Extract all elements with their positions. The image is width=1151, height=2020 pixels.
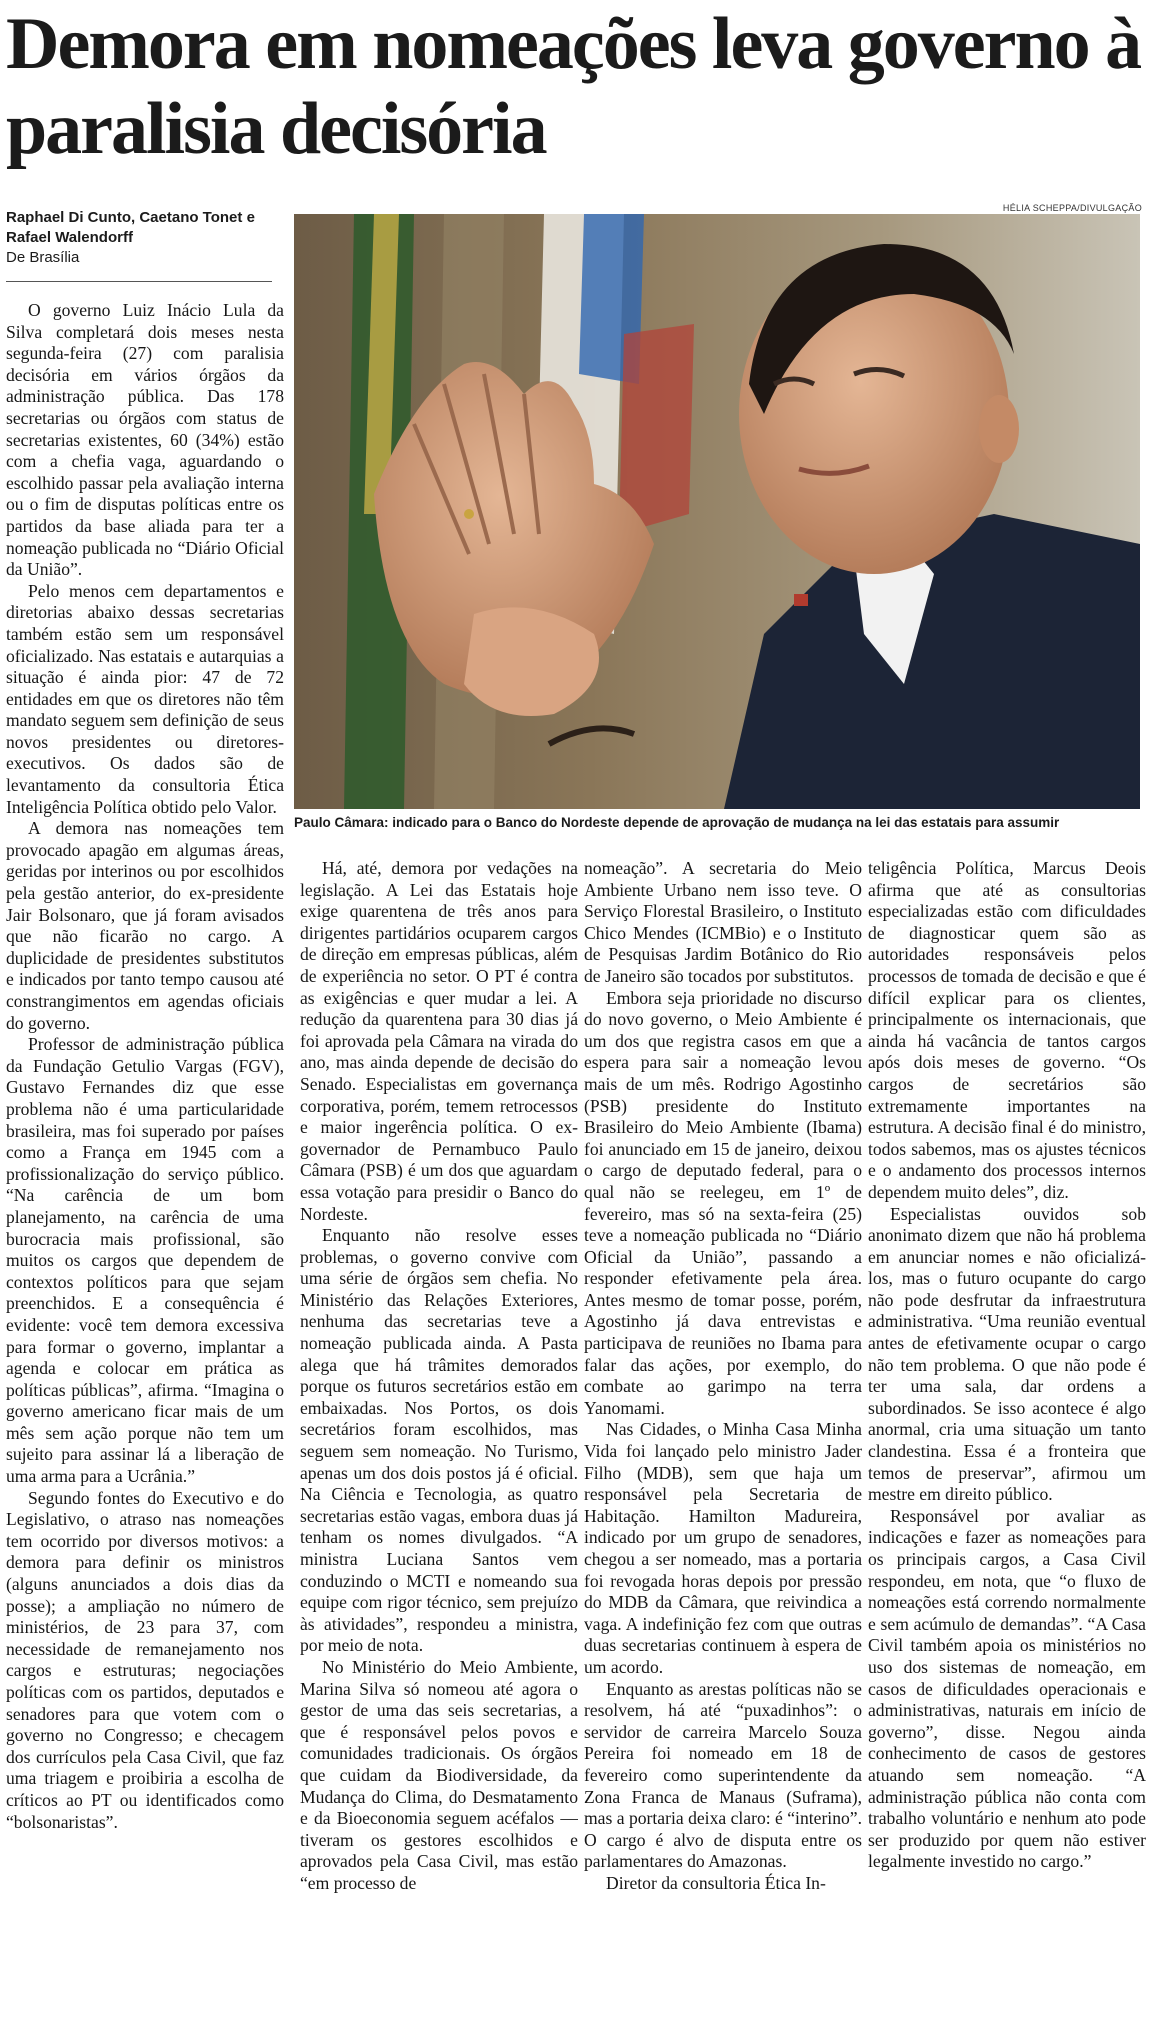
- photo-caption: Paulo Câmara: indicado para o Banco do Nordeste depende de aprovação de mudança na lei das estatais para assumir: [294, 815, 1060, 830]
- paragraph: nomeação”. A secretaria do Meio Ambiente Urbano nem isso teve. O Serviço Florestal Brasileiro, o Instituto Chico Mendes (ICMBio) e o Instituto de Pesquisas Jardim Botânico do Rio de Janeiro são tocados por substitutos.: [584, 858, 862, 986]
- paragraph: Professor de administração pública da Fundação Getulio Vargas (FGV), Gustavo Fernandes diz que esse problema não é uma particularidade brasileira, mas foi superado por países como a França em 1945 com a profissionalização do serviço público. “Na carência de um bom planejamento, na carência de uma burocracia mais profissional, são muitos os cargos que dependem de contextos políticos para que sejam preenchidos. E a consequência é evidente: você tem demora excessiva para formar o governo, implantar a agenda e colocar em prática as políticas públicas”, afirma. “Imagina o governo americano ficar mais de um mês sem ação porque não tem um sujeito para assinar lá a liberação de uma arma para a Ucrânia.”: [6, 1034, 284, 1487]
- paragraph: Especialistas ouvidos sob anonimato dizem que não há problema em anunciar nomes e não oficializá-los, mas o futuro ocupante do cargo não pode desfrutar da infraestrutura administrativa. “Uma reunião eventual antes de efetivamente ocupar o cargo não tem problema. O que não pode é ter uma sala, dar ordens a subordinados. Se isso acontece é algo anormal, cria uma situação um tanto clandestina. Essa é a fronteira que temos de preservar”, afirmou um mestre em direito público.: [868, 1203, 1146, 1505]
- column-2: [300, 858, 578, 2013]
- paragraph: Enquanto não resolve esses problemas, o governo convive com uma série de órgãos sem chefia. No Ministério das Relações Exteriores, nenhuma das secretarias teve a nomeação publicada ainda. A Pasta alega que há trâmites demorados porque os futuros secretários estão em embaixadas. Nos Portos, os dois secretários foram escolhidos, mas seguem sem nomeação. No Turismo, apenas um dos dois postos já é oficial. Na Ciência e Tecnologia, as quatro secretarias estão vagas, embora duas já tenham os nomes divulgados. “A ministra Luciana Santos vem conduzindo o MCTI e nomeando sua equipe com rigor técnico, sem prejuízo às atividades”, respondeu a ministra, por meio de nota.: [300, 1225, 578, 1656]
- paragraph: Enquanto as arestas políticas não se resolvem, há até “puxadinhos”: o servidor de carreira Marcelo Souza Pereira foi nomeado em 18 de fevereiro como superintendente da Zona Franca de Manaus (Suframa), mas a portaria deixa claro: é “interino”. O cargo é alvo de disputa entre os parlamentares do Amazonas.: [584, 1678, 862, 1872]
- paragraph: Nas Cidades, o Minha Casa Minha Vida foi lançado pelo ministro Jader Filho (MDB), sem que haja um responsável pela Secretaria de Habitação. Hamilton Madureira, indicado por um grupo de senadores, chegou a ser nomeado, mas a portaria foi revogada horas depois por pressão do MDB da Câmara, que reivindica a vaga. A indefinição fez com que outras duas secretarias continuem à espera de um acordo.: [584, 1419, 862, 1677]
- column-3: [584, 858, 862, 2013]
- byline: [6, 208, 276, 268]
- headline: Demora em nomeações leva governo à paralisia decisória: [6, 3, 1141, 170]
- column-1: [6, 300, 284, 2010]
- location: De Brasília: [6, 249, 80, 266]
- paragraph: Diretor da consultoria Ética In-: [606, 1872, 826, 1893]
- authors: Raphael Di Cunto, Caetano Tonet e Rafael Walendorff: [6, 209, 255, 246]
- paragraph: Pelo menos cem departamentos e diretorias abaixo dessas secretarias também estão sem um responsável oficializado. Nas estatais e autarquias a situação é ainda pior: 47 de 72 entidades em que os diretores não têm mandato seguem sem definição de seus novos presidentes ou diretores-executivos. Os dados são de levantamento da consultoria Ética Inteligência Política obtido pelo Valor.: [6, 580, 284, 817]
- paragraph: A demora nas nomeações tem provocado apagão em algumas áreas, geridas por interinos ou por escolhidos pela gestão anterior, do ex-presidente Jair Bolsonaro, que já foram avisados que não ficarão no cargo. A duplicidade de presidentes substitutos e indicados por tanto tempo causou até constrangimentos em agendas oficiais do governo.: [6, 818, 284, 1033]
- paragraph: No Ministério do Meio Ambiente, Marina Silva só nomeou até agora o gestor de uma das seis secretarias, a que é responsável pelos povos e comunidades tradicionais. Os órgãos que cuidam da Biodiversidade, da Mudança do Clima, do Desmatamento e da Bioeconomia seguem acéfalos — tiveram os gestores escolhidos e aprovados pela Casa Civil, mas estão “em processo de: [300, 1656, 578, 1893]
- paragraph: Há, até, demora por vedações na legislação. A Lei das Estatais hoje exige quarentena de três anos para dirigentes partidários ocuparem cargos de direção em empresas públicas, além de experiência no setor. O PT é contra as exigências e quer mudar a lei. A redução da quarentena para 30 dias já foi aprovada pela Câmara na virada do ano, mas ainda depende de decisão do Senado. Especialistas em governança corporativa, porém, temem retrocessos e maior ingerência política. O ex-governador de Pernambuco Paulo Câmara (PSB) é um dos que aguardam essa votação para presidir o Banco do Nordeste.: [300, 858, 578, 1224]
- photo-credit: HÉLIA SCHEPPA/DIVULGAÇÃO: [1002, 203, 1142, 213]
- paragraph: Responsável por avaliar as indicações e fazer as nomeações para os principais cargos, a Casa Civil respondeu, em nota, que “o fluxo de nomeações está correndo normalmente e sem acúmulo de demandas”. “A Casa Civil também apoia os ministérios no uso dos sistemas de nomeação, em casos de dificuldades operacionais e administrativas, naturais em início de governo”, disse. Negou ainda conhecimento de casos de gestores atuando sem nomeação. “A administração pública não conta com trabalho voluntário e nenhum ato pode ser produzido por quem não estiver legalmente investido no cargo.”: [868, 1505, 1146, 1872]
- paragraph: Segundo fontes do Executivo e do Legislativo, o atraso nas nomeações tem ocorrido por diversos motivos: a demora para definir os ministros (alguns anunciados a dois dias da posse); a ampliação no número de ministérios, de 23 para 37, com necessidade de remanejamento nos cargos e estruturas; negociações políticas com os partidos, deputados e senadores para que votem com o governo no Congresso; e checagem dos currículos pela Casa Civil, que faz uma triagem e proibiria a escolha de críticos ao PT ou identificados como “bolsonaristas”.: [6, 1487, 284, 1832]
- paragraph: teligência Política, Marcus Deois afirma que até as consultorias especializadas estão com dificuldades de diagnosticar quem são as autoridades responsáveis pelos processos de tomada de decisão e que é difícil explicar para os clientes, principalmente os internacionais, que ainda há vacância de tantos cargos após dois meses de governo. “Os cargos de secretários são extremamente importantes na estrutura. A decisão final é do ministro, todos sabemos, mas os ajustes técnicos e o andamento dos processos internos dependem muito deles”, diz.: [868, 858, 1146, 1202]
- paragraph: O governo Luiz Inácio Lula da Silva completará dois meses nesta segunda-feira (27) com paralisia decisória em vários órgãos da administração pública. Das 178 secretarias ou órgãos com status de secretarias existentes, 60 (34%) estão com a chefia vaga, aguardando o escolhido passar pela avaliação interna ou o fim de disputas políticas entre os partidos da base aliada para ter a nomeação publicada no “Diário Oficial da União”.: [6, 300, 284, 580]
- column-4: [868, 858, 1146, 2013]
- paragraph: Embora seja prioridade no discurso do novo governo, o Meio Ambiente é um dos que registra casos em que a espera para sair a nomeação levou mais de um mês. Rodrigo Agostinho (PSB) presidente do Instituto Brasileiro do Meio Ambiente (Ibama) foi anunciado em 15 de janeiro, deixou o cargo de deputado federal, para o qual não se reelegeu, em 1º de fevereiro, mas só na sexta-feira (25) teve a nomeação publicada no “Diário Oficial da União”, passando a responder efetivamente pela área. Antes mesmo de tomar posse, porém, Agostinho já dava entrevistas e participava de reuniões no Ibama para falar das ações, por exemplo, do combate ao garimpo na terra Yanomami.: [584, 987, 862, 1418]
- byline-divider: [6, 281, 272, 282]
- photo: [294, 214, 1140, 809]
